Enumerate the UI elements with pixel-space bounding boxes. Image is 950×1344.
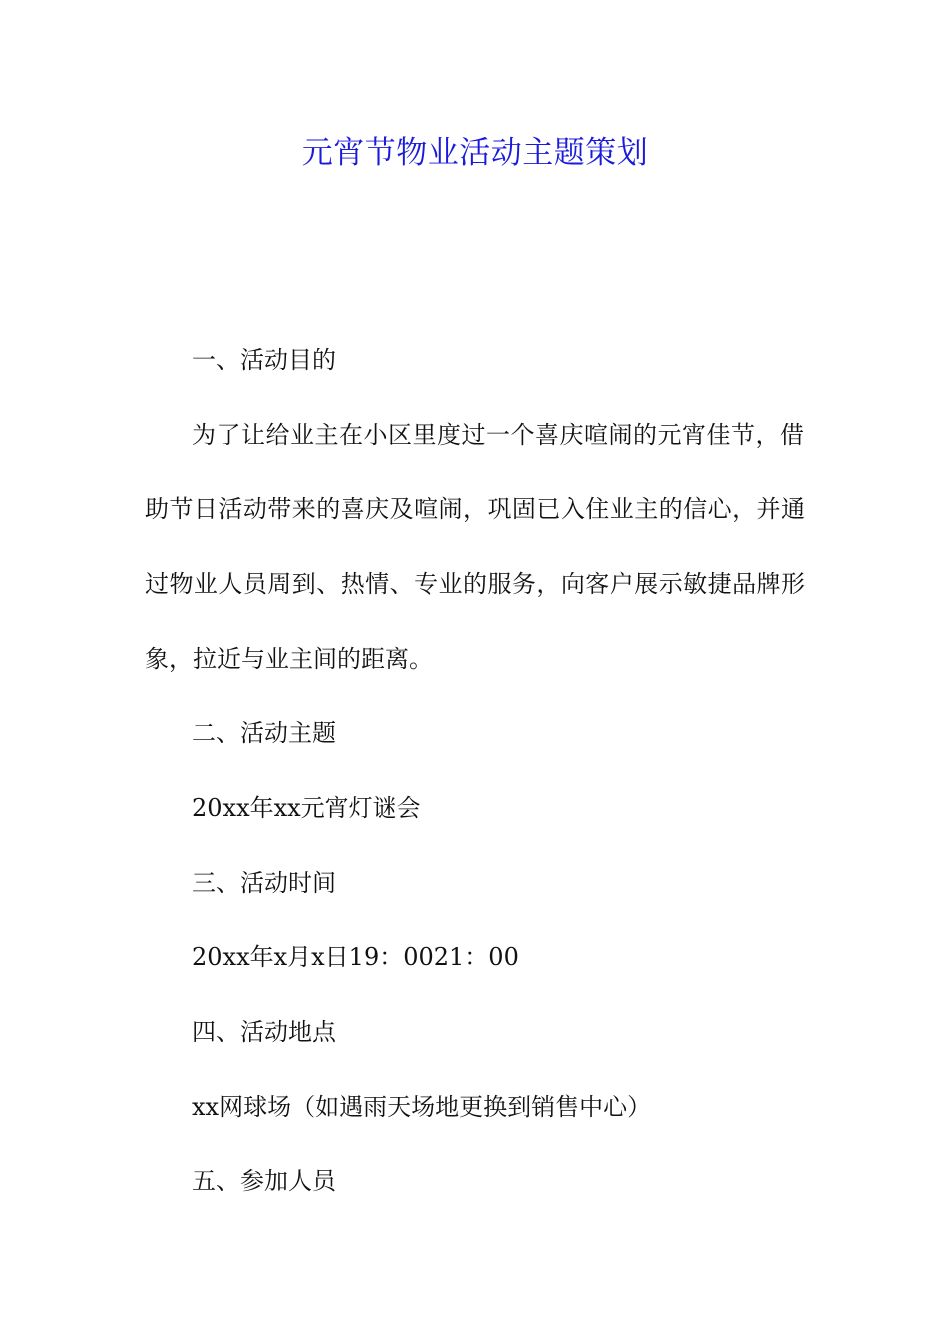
- section-heading-time: 三、活动时间: [192, 869, 336, 897]
- theme-text: 20xx年xx元宵灯谜会: [192, 794, 421, 822]
- paragraph-line: 过物业人员周到、热情、专业的服务，向客户展示敏捷品牌形: [145, 570, 805, 598]
- paragraph-line: 助节日活动带来的喜庆及喧闹，巩固已入住业主的信心，并通: [145, 495, 805, 523]
- paragraph-line: 象，拉近与业主间的距离。: [145, 645, 433, 673]
- section-heading-theme: 二、活动主题: [192, 719, 336, 747]
- section-heading-purpose: 一、活动目的: [192, 346, 336, 374]
- paragraph-line: 为了让给业主在小区里度过一个喜庆喧闹的元宵佳节，借: [192, 421, 804, 449]
- section-heading-participants: 五、参加人员: [192, 1167, 336, 1195]
- section-heading-location: 四、活动地点: [192, 1018, 336, 1046]
- time-text: 20xx年x月x日19：0021：00: [192, 943, 519, 971]
- location-text: xx网球场（如遇雨天场地更换到销售中心）: [192, 1093, 652, 1121]
- document-title: 元宵节物业活动主题策划: [301, 135, 649, 171]
